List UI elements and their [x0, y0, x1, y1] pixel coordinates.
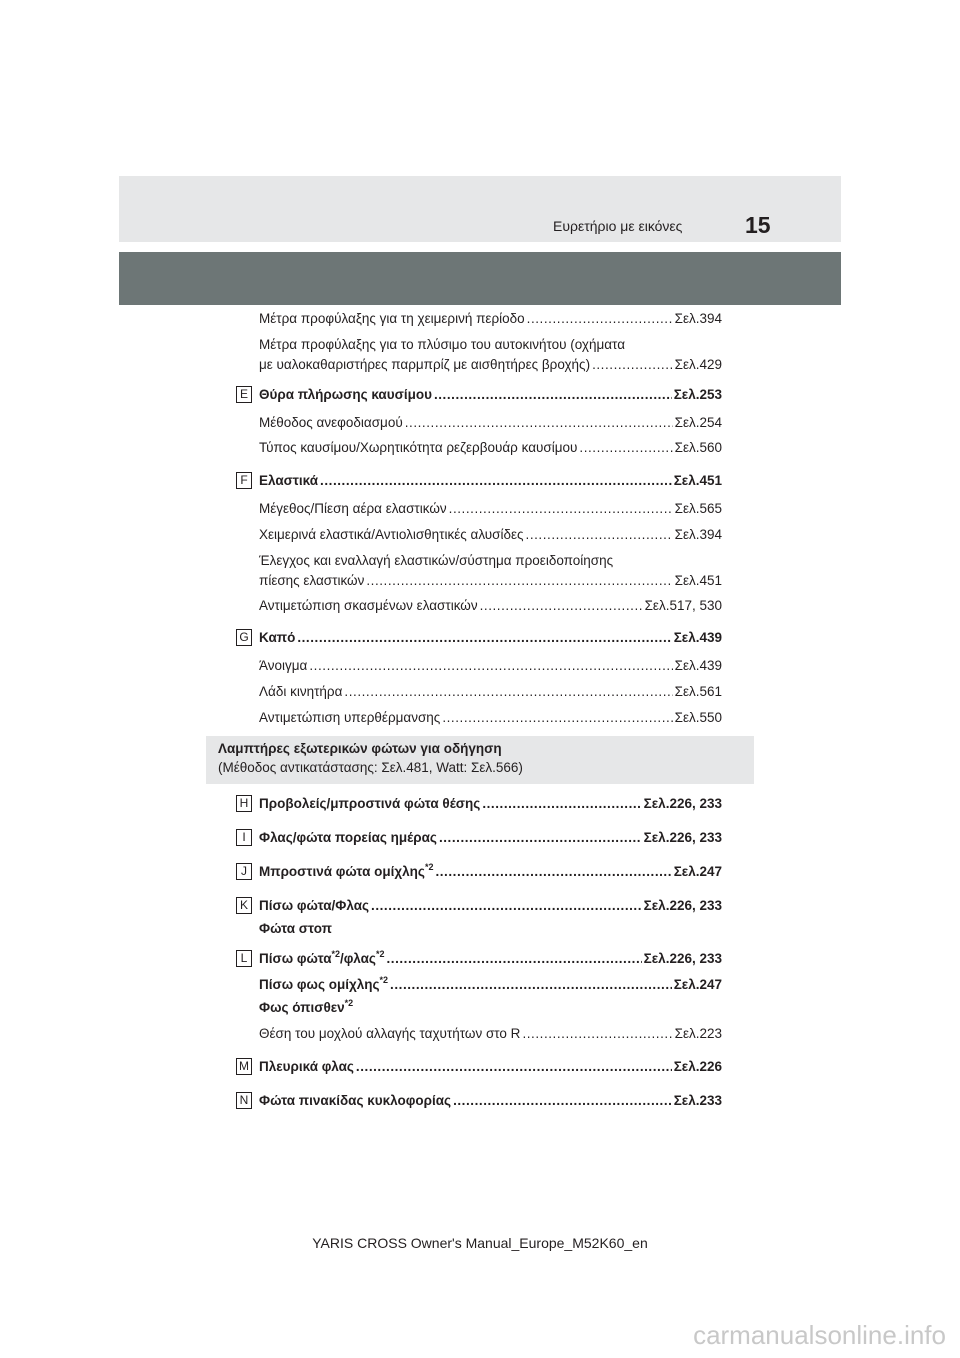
entry-page: Σελ.226, 233: [643, 898, 722, 913]
leader-dots: [579, 438, 672, 457]
leader-dots: [453, 1091, 672, 1110]
callout-letter-g: G: [236, 629, 252, 646]
entry-text: Μέγεθος/Πίεση αέρα ελαστικών: [259, 501, 447, 516]
footnote-mark: *2: [344, 998, 354, 1008]
callout-letter-i: I: [236, 829, 252, 846]
entry-page: Σελ.439: [674, 658, 722, 673]
entry-page: Σελ.226, 233: [643, 796, 722, 811]
leader-dots: [366, 571, 672, 590]
entry-title: Ελαστικά: [259, 473, 319, 488]
index-entry[interactable]: [259, 335, 722, 374]
index-entry[interactable]: [259, 896, 722, 915]
entry-page: Σελ.254: [674, 415, 722, 430]
entry-text-line1: Μέτρα προφύλαξης για το πλύσιμο του αυτοκινήτου (οχήματα: [259, 337, 626, 352]
section-title: Λαμπτήρες εξωτερικών φώτων για οδήγηση: [218, 741, 502, 756]
watermark: carmanualsonline.info: [693, 1320, 946, 1350]
leader-dots: [522, 1024, 672, 1043]
footnote-mark: *2: [424, 862, 434, 872]
entry-text: Θέση του μοχλού αλλαγής ταχυτήτων στο R: [259, 1026, 521, 1041]
entry-title: Πλευρικά φλας: [259, 1059, 354, 1074]
entry-text: Λάδι κινητήρα: [259, 684, 343, 699]
leader-dots: [527, 309, 673, 328]
leader-dots: [434, 385, 672, 404]
entry-page: Σελ.439: [673, 630, 722, 645]
index-entry[interactable]: [259, 1091, 722, 1110]
leader-dots: [371, 896, 642, 915]
footnote-mark: *2: [331, 949, 341, 959]
leader-dots: [309, 656, 672, 675]
leader-dots: [526, 525, 673, 544]
index-entry[interactable]: [259, 828, 722, 847]
entry-page: Σελ.226: [673, 1059, 722, 1074]
index-entry[interactable]: [259, 499, 722, 518]
entry-title: Φως όπισθεν: [259, 1000, 345, 1015]
leader-dots: [435, 862, 671, 881]
entry-page: Σελ.451: [673, 473, 722, 488]
entry-page: Σελ.394: [674, 527, 722, 542]
leader-dots: [442, 708, 672, 727]
index-entry[interactable]: [259, 975, 722, 994]
entry-title: Πίσω φώτα: [259, 951, 332, 966]
entry-page: Σελ.429: [674, 357, 722, 372]
leader-dots: [386, 949, 641, 968]
entry-text: πίεσης ελαστικών: [259, 573, 365, 588]
index-entry[interactable]: [259, 949, 722, 968]
index-entry[interactable]: [259, 525, 722, 544]
entry-page: Σελ.394: [674, 311, 722, 326]
entry-text-line1: Έλεγχος και εναλλαγή ελαστικών/σύστημα προειδοποίησης: [259, 553, 614, 568]
entry-title: Φώτα στοπ: [259, 921, 332, 936]
entry-page: Σελ.451: [674, 573, 722, 588]
index-entry[interactable]: [259, 471, 722, 490]
index-entry[interactable]: [259, 309, 722, 328]
callout-letter-l: L: [236, 950, 252, 967]
entry-title: Πίσω φώτα/Φλας: [259, 898, 370, 913]
leader-dots: [449, 499, 673, 518]
entry-text: με υαλοκαθαριστήρες παρμπρίζ με αισθητήρες βροχής): [259, 357, 591, 372]
leader-dots: [405, 413, 673, 432]
footnote-mark: *2: [379, 975, 389, 985]
index-entry[interactable]: [259, 919, 722, 938]
index-entry[interactable]: [259, 551, 722, 590]
entry-page: Σελ.247: [673, 977, 722, 992]
leader-dots: [480, 596, 643, 615]
entry-page: Σελ.233: [673, 1093, 722, 1108]
section-subtitle: (Μέθοδος αντικατάστασης: Σελ.481, Watt: Σελ.566): [218, 760, 523, 775]
callout-letter-f: F: [236, 472, 252, 489]
callout-letter-m: M: [236, 1058, 252, 1075]
index-entry[interactable]: [259, 1057, 722, 1076]
leader-dots: [592, 355, 673, 374]
entry-page: Σελ.517, 530: [644, 598, 722, 613]
entry-page: Σελ.561: [674, 684, 722, 699]
entry-text: Αντιμετώπιση υπερθέρμανσης: [259, 710, 441, 725]
entry-text: Μέτρα προφύλαξης για τη χειμερινή περίοδο: [259, 311, 525, 326]
callout-letter-n: N: [236, 1092, 252, 1109]
entry-text: Μέθοδος ανεφοδιασμού: [259, 415, 403, 430]
index-entry[interactable]: [259, 628, 722, 647]
index-entry[interactable]: [259, 862, 722, 881]
entry-title: Καπό: [259, 630, 296, 645]
index-entry[interactable]: [259, 682, 722, 701]
index-entry[interactable]: [259, 438, 722, 457]
illustration-bar: [119, 252, 841, 305]
callout-letter-h: H: [236, 795, 252, 812]
entry-text: Άνοιγμα: [259, 658, 308, 673]
entry-page: Σελ.223: [674, 1026, 722, 1041]
entry-page: Σελ.560: [674, 440, 722, 455]
index-entry[interactable]: [259, 794, 722, 813]
index-entry[interactable]: [259, 385, 722, 404]
entry-page: Σελ.226, 233: [643, 830, 722, 845]
entry-text: Αντιμετώπιση σκασμένων ελαστικών: [259, 598, 478, 613]
footnote-mark: *2: [375, 949, 385, 959]
index-entry[interactable]: [259, 596, 722, 615]
callout-letter-j: J: [236, 863, 252, 880]
leader-dots: [344, 682, 672, 701]
entry-title: Φώτα πινακίδας κυκλοφορίας: [259, 1093, 452, 1108]
entry-text: Χειμερινά ελαστικά/Αντιολισθητικές αλυσίδες: [259, 527, 524, 542]
index-entry[interactable]: [259, 708, 722, 727]
entry-page: Σελ.253: [673, 387, 722, 402]
page-number: 15: [745, 212, 771, 238]
entry-page: Σελ.550: [674, 710, 722, 725]
index-entry[interactable]: [259, 656, 722, 675]
entry-title: /φλας: [340, 951, 376, 966]
entry-title: Προβολείς/μπροστινά φώτα θέσης: [259, 796, 481, 811]
footer-text: YARIS CROSS Owner's Manual_Europe_M52K60_en: [312, 1235, 648, 1251]
callout-letter-e: E: [236, 386, 252, 403]
index-entry[interactable]: [259, 998, 722, 1017]
leader-dots: [297, 628, 671, 647]
header-band: [119, 176, 841, 242]
leader-dots: [482, 794, 641, 813]
entry-text: Τύπος καυσίμου/Χωρητικότητα ρεζερβουάρ καυσίμου: [259, 440, 578, 455]
index-entry[interactable]: [259, 413, 722, 432]
entry-title: Θύρα πλήρωσης καυσίμου: [259, 387, 432, 402]
header-title: Ευρετήριο με εικόνες: [553, 218, 683, 234]
leader-dots: [320, 471, 672, 490]
index-entry[interactable]: [259, 1024, 722, 1043]
callout-letter-k: K: [236, 897, 252, 914]
leader-dots: [439, 828, 642, 847]
leader-dots: [390, 975, 672, 994]
entry-page: Σελ.565: [674, 501, 722, 516]
entry-page: Σελ.247: [673, 864, 722, 879]
entry-page: Σελ.226, 233: [643, 951, 722, 966]
entry-title: Μπροστινά φώτα ομίχλης: [259, 864, 425, 879]
entry-title: Φλας/φώτα πορείας ημέρας: [259, 830, 437, 845]
entry-title: Πίσω φως ομίχλης: [259, 977, 380, 992]
leader-dots: [356, 1057, 672, 1076]
